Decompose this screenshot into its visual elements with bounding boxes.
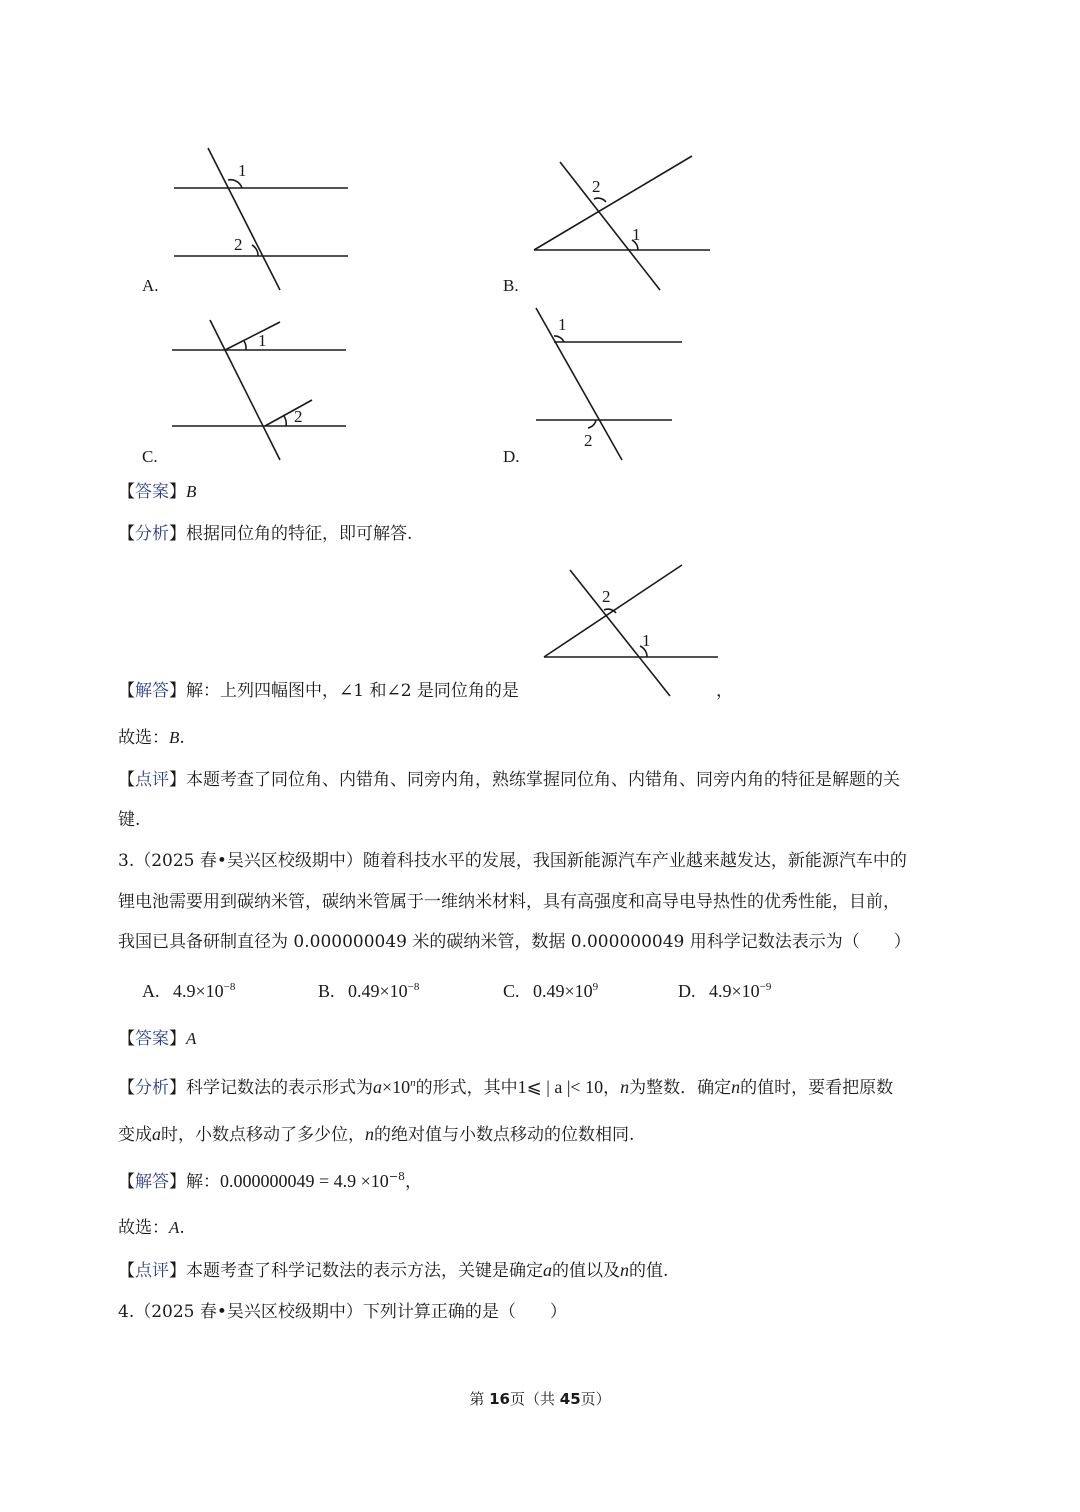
fig-b-arc-2 — [594, 198, 606, 202]
fig-c-angle-2: 2 — [294, 407, 303, 426]
q2-solution-comma: ， — [716, 681, 733, 701]
fig-c-ray-2 — [265, 400, 312, 426]
page-total: 45 — [559, 1390, 581, 1408]
q3-option-a[interactable]: A. $4.9\times 10^{-8}$ — [142, 981, 236, 1001]
answer-tag: 【答案】 — [118, 1029, 186, 1049]
page-number: 16 — [489, 1390, 510, 1408]
q2-answer: 【答案】B — [118, 482, 197, 502]
q3-stem-line1: 3.（2025 春•吴兴区校级期中）随着科技水平的发展，我国新能源汽车产业越来越发达，新能源汽车中的 — [118, 851, 907, 871]
fig-b-angle-2: 2 — [592, 177, 601, 196]
fig-a-arc-2 — [252, 245, 258, 256]
q3-option-b[interactable]: B. $0.49\times 10^{-8}$ — [318, 981, 420, 1001]
fig-b-angle-1: 1 — [632, 225, 641, 244]
solution-tag: 【解答】 — [118, 1172, 186, 1192]
figure-option-d-label: D. — [503, 447, 520, 466]
fig-c-arc-1 — [244, 341, 246, 350]
fig-a-arc-1 — [228, 180, 242, 188]
fig-d-angle-2: 2 — [584, 431, 593, 450]
q4-stem-line1: 4.（2025 春•吴兴区校级期中）下列计算正确的是（ ） — [118, 1302, 567, 1322]
figure-option-c — [160, 310, 360, 470]
comment-tag: 【点评】 — [118, 1261, 186, 1281]
fig-c-transversal — [210, 320, 280, 460]
figure-option-a-label: A. — [142, 276, 159, 295]
q2-analysis: 【分析】根据同位角的特征，即可解答. — [118, 524, 413, 544]
q3-stem-line3: 我国已具备研制直径为 0.000000049 米的碳纳米管，数据 0.000000049 用科学记数法表示为（ ） — [118, 932, 911, 952]
q3-stem-line2: 锂电池需要用到碳纳米管，碳纳米管属于一维纳米材料，具有高强度和高导电导热性的优秀性能，目前， — [118, 892, 900, 912]
solution-tag: 【解答】 — [118, 681, 186, 701]
answer-tag: 【答案】 — [118, 482, 186, 502]
figure-option-d — [520, 300, 700, 470]
comment-tag: 【点评】 — [118, 770, 186, 790]
q2-solution: 【解答】解：上列四幅图中，∠1 和∠2 是同位角的是 — [118, 681, 519, 701]
sol-fig-angle-1: 1 — [642, 631, 651, 650]
page-footer: 第 16页（共 45页） — [469, 1390, 611, 1408]
q3-comment: 【点评】本题考查了科学记数法的表示方法，关键是确定a的值以及n的值. — [118, 1260, 669, 1281]
q3-choose: 故选：A. — [118, 1218, 185, 1238]
fig-c-angle-1: 1 — [258, 331, 267, 350]
fig-b-slant-line — [534, 156, 692, 250]
analysis-tag: 【分析】 — [118, 524, 186, 544]
fig-c-ray-1 — [225, 322, 280, 350]
q3-analysis-line1: 【分析】科学记数法的表示形式为$a\times 10^n$的形式，其中1⩽ | a |< 10，n为整数．确定n的值时，要看把原数 — [118, 1077, 894, 1098]
q3-analysis-line2: 变成a时，小数点移动了多少位，n的绝对值与小数点移动的位数相同. — [118, 1124, 635, 1145]
fig-c-arc-2 — [284, 416, 286, 426]
figure-option-b-label: B. — [503, 276, 519, 295]
analysis-tag: 【分析】 — [118, 1078, 186, 1098]
q2-comment-line1: 【点评】本题考查了同位角、内错角、同旁内角，熟练掌握同位角、内错角、同旁内角的特征是解题的关 — [118, 770, 900, 790]
sol-fig-angle-2: 2 — [602, 587, 611, 606]
q3-option-d[interactable]: D. $4.9\times 10^{-9}$ — [678, 981, 772, 1001]
q3-answer: 【答案】A — [118, 1029, 197, 1049]
figure-option-b — [520, 140, 730, 300]
fig-d-angle-1: 1 — [558, 315, 567, 334]
fig-a-angle-1: 1 — [238, 161, 247, 180]
q3-option-c[interactable]: C. $0.49\times 10^9$ — [503, 981, 599, 1001]
fig-d-arc-2 — [588, 420, 596, 428]
fig-a-angle-2: 2 — [234, 235, 243, 254]
sol-fig-transversal — [570, 570, 670, 696]
solution-figure — [530, 560, 730, 700]
q2-comment-line2: 键. — [118, 810, 141, 830]
fig-d-transversal — [536, 308, 622, 460]
q2-choose: 故选：B. — [118, 728, 185, 748]
figure-option-a — [160, 140, 360, 300]
figure-option-c-label: C. — [142, 447, 158, 466]
q3-solution: 【解答】解：$0.000000049 = 4.9 \times 10^{-8}$， — [118, 1170, 423, 1192]
